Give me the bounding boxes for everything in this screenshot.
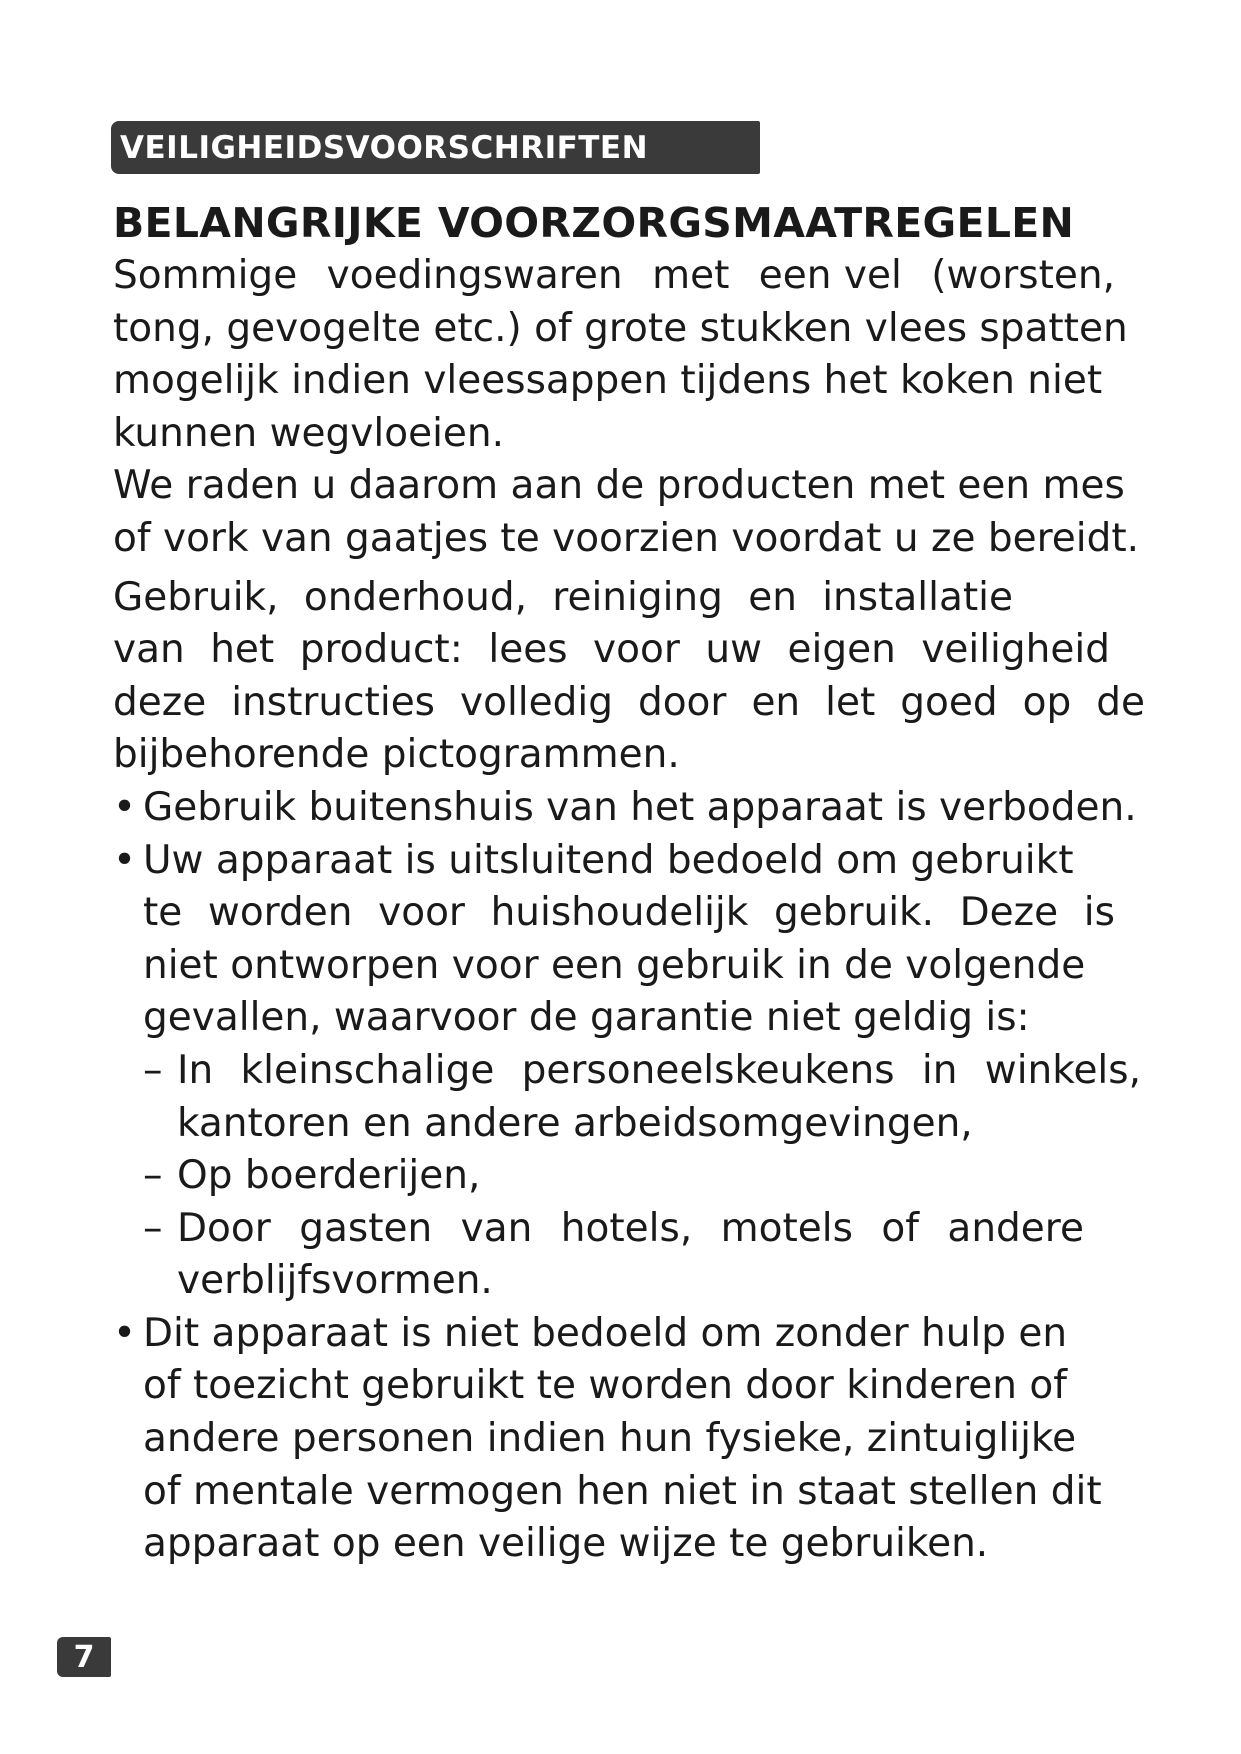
word: In: [177, 1047, 214, 1093]
word: let: [825, 679, 876, 725]
bullet3-line-5: apparaat op een veilige wijze te gebruiken.: [143, 1521, 989, 1567]
word: eigen: [787, 627, 896, 673]
word: gebruik.: [773, 890, 935, 936]
document-body: [113, 196, 1183, 1571]
bullet2-line-4: gevallen, waarvoor de garantie niet geldig is:: [143, 995, 1030, 1041]
bullet-item-3: [113, 1308, 1183, 1571]
word: door: [637, 679, 727, 725]
word: is: [1083, 890, 1115, 936]
para3-line-4: bijbehorende pictogrammen.: [113, 732, 680, 778]
word: met: [652, 253, 730, 298]
word: het: [210, 627, 275, 673]
para1-line-4: kunnen wegvloeien.: [113, 410, 505, 456]
word: in: [921, 1047, 958, 1093]
bullet-dot: •: [113, 784, 137, 830]
word: op: [1022, 679, 1072, 725]
word: Deze: [959, 890, 1059, 936]
word: worden: [207, 890, 353, 936]
sub2-line-1: Op boerderijen,: [177, 1153, 481, 1199]
bullet3-line-1: Dit apparaat is niet bedoeld om zonder hulp en: [143, 1310, 1068, 1356]
bullet-dot: •: [113, 1310, 137, 1356]
para1-line-2: tong, gevogelte etc.) of grote stukken vlees spatten: [113, 305, 1128, 351]
word: Gebruik,: [113, 574, 279, 620]
word: volledig: [460, 679, 613, 725]
bullet1-text: Gebruik buitenshuis van het apparaat is verboden.: [143, 784, 1137, 830]
word: veiligheid: [921, 627, 1110, 673]
sub1-line-1: [177, 1045, 1141, 1098]
word: onderhoud,: [303, 574, 527, 620]
word: van: [113, 627, 185, 673]
para3-line-3: [113, 677, 1145, 730]
word: hotels,: [560, 1205, 693, 1251]
word: deze: [113, 679, 207, 725]
word: en: [751, 679, 801, 725]
word: installatie: [822, 574, 1013, 620]
bullet3-line-3: andere personen indien hun fysieke, zintuiglijke: [143, 1416, 1077, 1462]
word: een vel: [758, 253, 902, 298]
word: voor: [593, 627, 680, 673]
bullet3-line-4: of mentale vermogen hen niet in staat stellen dit: [143, 1468, 1102, 1514]
para3-line-1: [113, 572, 1013, 625]
word: goed: [900, 679, 998, 725]
word: Sommige: [113, 253, 298, 298]
word: te: [143, 890, 183, 936]
word: de: [1096, 679, 1145, 725]
dash-marker: –: [143, 1047, 163, 1093]
word: of: [881, 1205, 919, 1251]
word: gasten: [299, 1205, 433, 1251]
section-banner: [111, 121, 760, 174]
word: uw: [705, 627, 762, 673]
sub-item-3: [113, 1203, 1183, 1308]
word: winkels,: [984, 1047, 1141, 1093]
word: voor: [378, 890, 465, 936]
page-number: 7: [73, 1639, 95, 1675]
paragraph-2: [113, 460, 1183, 565]
word: Door: [177, 1205, 271, 1251]
sub3-line-1: [177, 1203, 1084, 1256]
sub3-line-2: verblijfsvormen.: [177, 1258, 493, 1304]
para2-line-2: of vork van gaatjes te voorzien voordat u ze bereidt.: [113, 515, 1140, 561]
para2-line-1: We raden u daarom aan de producten met een mes: [113, 463, 1125, 509]
sub-item-2: [113, 1150, 1183, 1203]
paragraph-3: [113, 572, 1183, 782]
sub1-line-2: kantoren en andere arbeidsomgevingen,: [177, 1100, 973, 1146]
word: andere: [947, 1205, 1084, 1251]
bullet-item-1: [113, 782, 1183, 835]
paragraph-1: [113, 250, 1183, 460]
word: product:: [299, 627, 463, 673]
word: van: [460, 1205, 533, 1251]
word: lees: [488, 627, 568, 673]
bullet3-line-2: of toezicht gebruikt te worden door kinderen of: [143, 1363, 1067, 1409]
page-heading: BELANGRIJKE VOORZORGSMAATREGELEN: [113, 199, 1075, 247]
bullet2-line-3: niet ontworpen voor een gebruik in de volgende: [143, 942, 1086, 988]
dash-marker: –: [143, 1153, 163, 1199]
para1-line-1: [113, 250, 1115, 303]
word: motels: [720, 1205, 853, 1251]
word: voedingswaren: [326, 253, 623, 298]
bullet-item-2: [113, 835, 1183, 1308]
word: huishoudelijk: [490, 890, 749, 936]
section-title: VEILIGHEIDSVOORSCHRIFTEN: [120, 129, 649, 166]
para1-line-3: mogelijk indien vleessappen tijdens het koken niet: [113, 358, 1103, 404]
page-number-badge: [57, 1637, 111, 1677]
word: kleinschalige: [240, 1047, 495, 1093]
word: reiniging: [552, 574, 723, 620]
sub-item-1: [113, 1045, 1183, 1150]
word: en: [748, 574, 797, 620]
word: instructies: [231, 679, 436, 725]
bullet2-line-1: Uw apparaat is uitsluitend bedoeld om gebruikt: [143, 837, 1074, 883]
word: personeelskeukens: [521, 1047, 895, 1093]
para3-line-2: [113, 624, 1110, 677]
dash-marker: –: [143, 1205, 163, 1251]
word: (worsten,: [931, 253, 1115, 298]
bullet-dot: •: [113, 837, 137, 883]
bullet2-line-2: [143, 887, 1115, 940]
